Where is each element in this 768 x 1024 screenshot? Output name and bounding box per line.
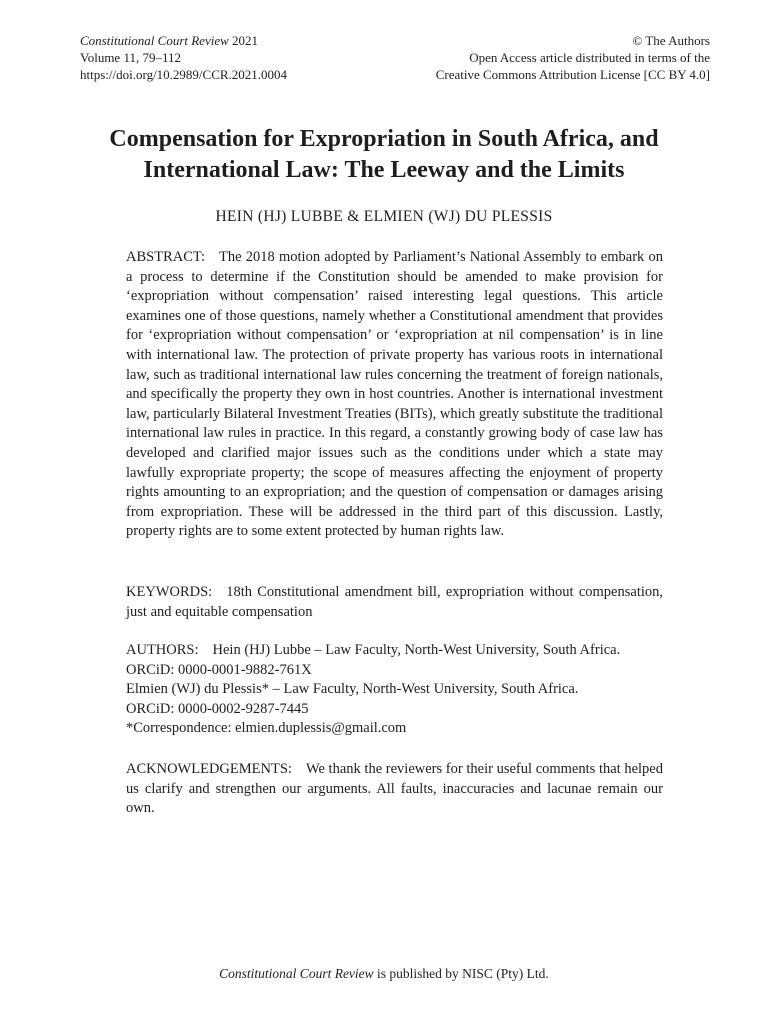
article-title-line-1: Compensation for Expropriation in South Africa, and: [109, 126, 659, 152]
footer-publisher: is published by NISC (Pty) Ltd.: [377, 966, 549, 981]
journal-volume: Volume 11, 79–112: [80, 50, 181, 65]
doi-link[interactable]: https://doi.org/10.2989/CCR.2021.0004: [80, 67, 288, 82]
journal-citation: [80, 32, 287, 83]
license-line: Creative Commons Attribution License [CC BY 4.0]: [435, 67, 710, 82]
open-access-line: Open Access article distributed in terms of the: [469, 50, 710, 65]
author-1-row: [126, 641, 663, 661]
journal-title-year: [80, 32, 287, 49]
author-1-affiliation: Hein (HJ) Lubbe – Law Faculty, North-West University, South Africa.: [212, 642, 621, 658]
journal-year: 2021: [232, 33, 259, 48]
footer-journal-name: Constitutional Court Review: [219, 966, 374, 981]
correspondence-email[interactable]: *Correspondence: elmien.duplessis@gmail.com: [126, 720, 407, 737]
acknowledgements-label: ACKNOWLEDGEMENTS:: [126, 761, 292, 777]
keywords-text: 18th Constitutional amendment bill, expropriation without compensation, just and equitable compensation: [126, 584, 663, 620]
license-notice: [436, 32, 710, 83]
keywords: [126, 583, 663, 622]
abstract: [126, 248, 663, 542]
abstract-label: ABSTRACT:: [126, 249, 206, 265]
authors-section: [126, 641, 663, 739]
author-2-affiliation: Elmien (WJ) du Plessis* – Law Faculty, North-West University, South Africa.: [126, 681, 579, 698]
copyright-line: © The Authors: [632, 33, 710, 48]
keywords-label: KEYWORDS:: [126, 584, 213, 600]
article-title: [40, 124, 728, 186]
acknowledgements-text: We thank the reviewers for their useful comments that helped us clarify and strengthen our arguments. All faults, inaccuracies and lacunae remain our own.: [126, 761, 663, 817]
author-2-orcid[interactable]: ORCiD: 0000-0002-9287-7445: [126, 700, 309, 717]
author-1-orcid[interactable]: ORCiD: 0000-0001-9882-761X: [126, 661, 312, 678]
acknowledgements: [126, 760, 663, 819]
journal-name: Constitutional Court Review: [80, 33, 229, 48]
article-title-line-2: International Law: The Leeway and the Limits: [143, 157, 625, 183]
authors-label: AUTHORS:: [126, 642, 199, 658]
abstract-text: The 2018 motion adopted by Parliament’s National Assembly to embark on a process to determine if the Constitution should be amended to make provision for ‘expropriation without compensation’ raised interesting legal questions. This article examines one of those questions, namely whether a Constitutional amendment that provides for ‘expropriation without compensation’ or ‘expropriation at nil compensation’ is in line with international law. The protection of private property has various roots in international law, such as traditional international law rules concerning the treatment of foreign nationals, and specifically the property they own in host countries. Another is international investment law, particularly Bilateral Investment Treaties (BITs), which greatly substitute the traditional international law rules in practice. In this regard, a constantly growing body of case law has developed and clarified major issues such as the conditions under which a state may lawfully expropriate property; the scope of measures affecting the enjoyment of property rights amounting to an expropriation; and the question of compensation or damages arising from expropriation. These will be addressed in the third part of this discussion. Lastly, property rights are to some extent protected by human rights law.: [126, 249, 663, 540]
publisher-footer: [0, 966, 768, 982]
article-authors: HEIN (HJ) LUBBE & ELMIEN (WJ) DU PLESSIS: [215, 208, 553, 225]
